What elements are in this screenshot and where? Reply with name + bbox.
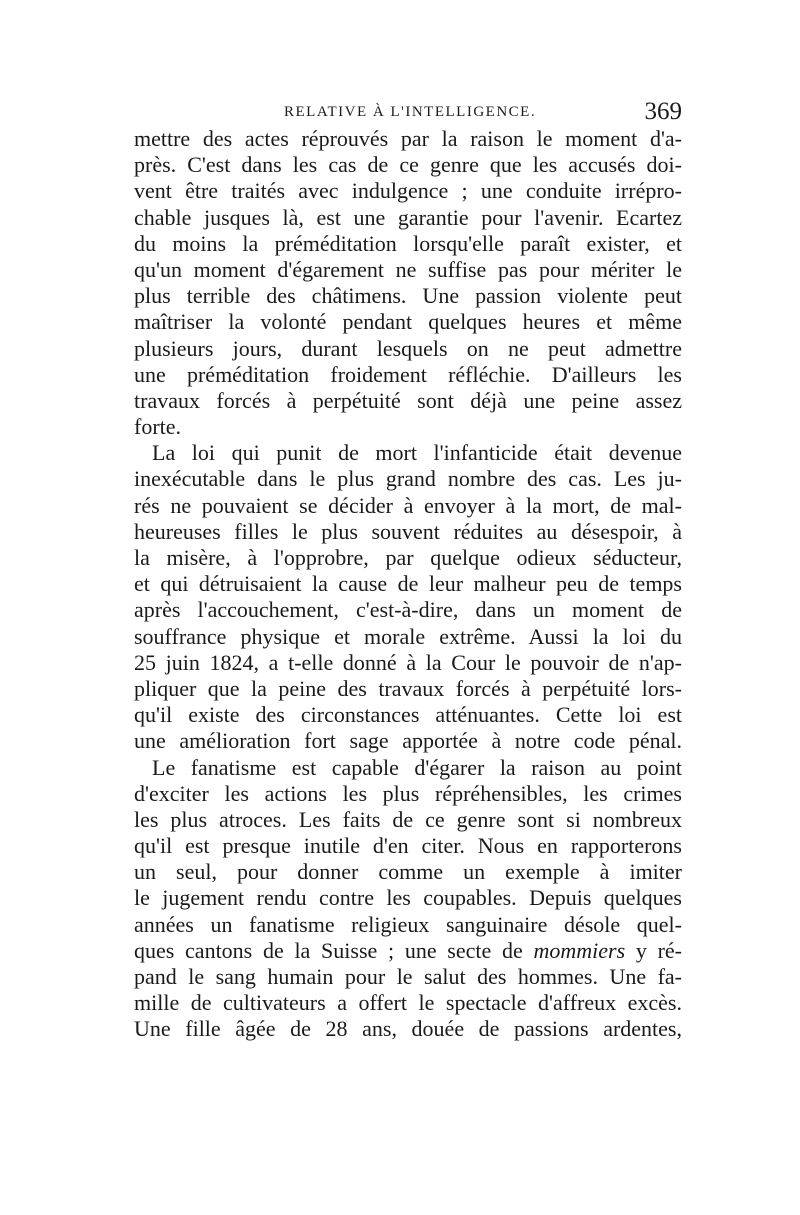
text-line: plusieurs jours, durant lesquels on ne peut admettre (134, 335, 682, 361)
text-line: travaux forcés à perpétuité sont déjà une peine assez (134, 387, 682, 413)
text-line: qu'il existe des circonstances atténuantes. Cette loi est (134, 702, 682, 728)
text-line: années un fanatisme religieux sanguinaire désole quel- (134, 911, 682, 937)
body-text (134, 126, 682, 1043)
running-title: RELATIVE À L'INTELLIGENCE. (284, 104, 537, 120)
text-line: une amélioration fort sage apportée à notre code pénal. (134, 728, 682, 754)
text-line: pand le sang humain pour le salut des hommes. Une fa- (134, 964, 682, 989)
text-line: heureuses filles le plus souvent réduites au désespoir, à (134, 518, 682, 544)
text-line: vent être traités avec indulgence ; une conduite irrépro- (134, 178, 682, 204)
text-line: qu'un moment d'égarement ne suffise pas pour mériter le (134, 256, 682, 282)
paragraph-end-line: forte. (134, 414, 182, 440)
text-line: une préméditation froidement réfléchie. D'ailleurs les (134, 361, 682, 387)
line-segment: y ré- (635, 937, 683, 963)
text-line: d'exciter les actions les plus répréhensibles, les crimes (134, 780, 682, 806)
line-segment: ques cantons de la Suisse ; une secte de (134, 937, 523, 963)
text-line: plus terrible des châtimens. Une passion violente peut (134, 283, 682, 309)
text-line: souffrance physique et morale extrême. Aussi la loi du (134, 623, 682, 649)
text-line: du moins la préméditation lorsqu'elle paraît exister, et (134, 230, 682, 256)
text-line: inexécutable dans le plus grand nombre des cas. Les ju- (134, 466, 682, 492)
text-line: après l'accouchement, c'est-à-dire, dans un moment de (134, 597, 682, 623)
text-line: 25 juin 1824, a t-elle donné à la Cour le pouvoir de n'ap- (134, 649, 682, 675)
page-number: 369 (644, 98, 682, 125)
text-line: rés ne pouvaient se décider à envoyer à la mort, de mal- (134, 492, 682, 518)
text-line: près. C'est dans les cas de ce genre que les accusés doi- (134, 152, 682, 178)
text-line: et qui détruisaient la cause de leur malheur peu de temps (134, 571, 682, 597)
text-line: les plus atroces. Les faits de ce genre sont si nombreux (134, 806, 682, 832)
text-line-with-italic (134, 938, 682, 964)
text-line: un seul, pour donner comme un exemple à imiter (134, 859, 682, 885)
text-line: qu'il est presque inutile d'en citer. Nous en rapporterons (134, 833, 682, 859)
text-line: mettre des actes réprouvés par la raison le moment d'a- (134, 126, 682, 151)
running-head (134, 98, 682, 128)
italic-term: mommiers (533, 937, 626, 963)
text-line: chable jusques là, est une garantie pour l'avenir. Ecartez (134, 204, 682, 230)
text-line: la misère, à l'opprobre, par quelque odieux séducteur, (134, 545, 682, 570)
paragraph-start-line: Le fanatisme est capable d'égarer la raison au point (152, 754, 682, 780)
text-line: mille de cultivateurs a offert le spectacle d'affreux excès. (134, 990, 682, 1016)
text-line: le jugement rendu contre les coupables. Depuis quelques (134, 885, 682, 911)
text-line: Une fille âgée de 28 ans, douée de passions ardentes, (134, 1016, 682, 1042)
paragraph-start-line: La loi qui punit de mort l'infanticide était devenue (152, 440, 682, 466)
text-line: pliquer que la peine des travaux forcés à perpétuité lors- (134, 675, 682, 701)
text-line: maîtriser la volonté pendant quelques heures et même (134, 309, 682, 335)
